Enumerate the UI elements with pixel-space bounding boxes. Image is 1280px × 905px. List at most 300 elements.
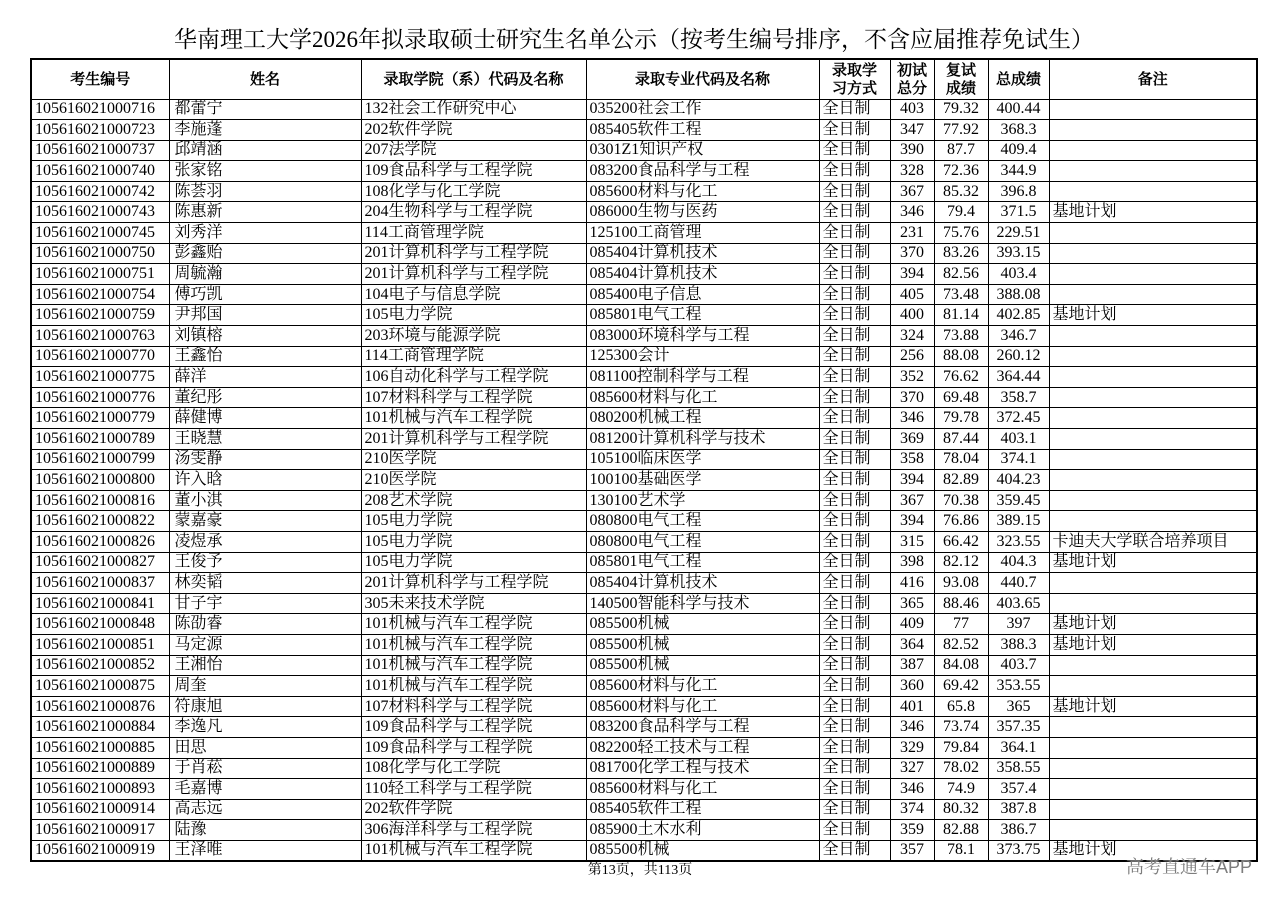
cell-initial-score: 401 [890, 696, 934, 717]
cell-candidate-id: 105616021000884 [31, 717, 169, 738]
cell-retest-score: 75.76 [934, 223, 988, 244]
cell-retest-score: 93.08 [934, 573, 988, 594]
cell-initial-score: 394 [890, 511, 934, 532]
cell-retest-score: 79.4 [934, 202, 988, 223]
cell-study-mode: 全日制 [819, 387, 890, 408]
cell-major: 080800电气工程 [586, 511, 819, 532]
cell-note [1049, 346, 1257, 367]
cell-name: 符康旭 [169, 696, 361, 717]
header-retest-score-label: 复试成绩 [945, 61, 976, 98]
cell-name: 董小淇 [169, 490, 361, 511]
cell-study-mode: 全日制 [819, 223, 890, 244]
table-row [31, 820, 1257, 841]
cell-name: 陈劭睿 [169, 614, 361, 635]
cell-study-mode: 全日制 [819, 429, 890, 450]
table-header-row [31, 59, 1257, 99]
cell-major: 085500机械 [586, 634, 819, 655]
cell-major: 125100工商管理 [586, 223, 819, 244]
cell-total-score: 404.23 [988, 470, 1049, 491]
cell-major: 085600材料与化工 [586, 181, 819, 202]
cell-candidate-id: 105616021000851 [31, 634, 169, 655]
cell-total-score: 365 [988, 696, 1049, 717]
cell-initial-score: 346 [890, 202, 934, 223]
table-row [31, 264, 1257, 285]
cell-college: 204生物科学与工程学院 [361, 202, 586, 223]
cell-initial-score: 364 [890, 634, 934, 655]
cell-candidate-id: 105616021000776 [31, 387, 169, 408]
cell-college: 201计算机科学与工程学院 [361, 264, 586, 285]
cell-candidate-id: 105616021000759 [31, 305, 169, 326]
table-row [31, 346, 1257, 367]
cell-college: 109食品科学与工程学院 [361, 161, 586, 182]
cell-retest-score: 69.42 [934, 676, 988, 697]
cell-note [1049, 243, 1257, 264]
cell-candidate-id: 105616021000848 [31, 614, 169, 635]
cell-major: 085404计算机技术 [586, 264, 819, 285]
cell-initial-score: 231 [890, 223, 934, 244]
cell-major: 085405软件工程 [586, 799, 819, 820]
cell-retest-score: 76.62 [934, 367, 988, 388]
cell-initial-score: 409 [890, 614, 934, 635]
cell-college: 105电力学院 [361, 305, 586, 326]
cell-total-score: 359.45 [988, 490, 1049, 511]
cell-note [1049, 264, 1257, 285]
cell-name: 王晓慧 [169, 429, 361, 450]
table-row [31, 799, 1257, 820]
page-title: 华南理工大学2026年拟录取硕士研究生名单公示（按考生编号排序，不含应届推荐免试生） [174, 27, 1094, 52]
cell-college: 114工商管理学院 [361, 223, 586, 244]
cell-note [1049, 655, 1257, 676]
cell-major: 085600材料与化工 [586, 676, 819, 697]
cell-retest-score: 78.02 [934, 758, 988, 779]
cell-name: 汤雯静 [169, 449, 361, 470]
cell-college: 305未来技术学院 [361, 593, 586, 614]
cell-retest-score: 65.8 [934, 696, 988, 717]
cell-candidate-id: 105616021000893 [31, 779, 169, 800]
table-row [31, 676, 1257, 697]
table-row [31, 284, 1257, 305]
cell-study-mode: 全日制 [819, 326, 890, 347]
cell-total-score: 229.51 [988, 223, 1049, 244]
cell-major: 085404计算机技术 [586, 243, 819, 264]
cell-candidate-id: 105616021000885 [31, 737, 169, 758]
table-row [31, 140, 1257, 161]
cell-college: 105电力学院 [361, 511, 586, 532]
cell-study-mode: 全日制 [819, 573, 890, 594]
cell-major: 085500机械 [586, 840, 819, 861]
cell-candidate-id: 105616021000754 [31, 284, 169, 305]
cell-candidate-id: 105616021000841 [31, 593, 169, 614]
cell-study-mode: 全日制 [819, 202, 890, 223]
cell-total-score: 353.55 [988, 676, 1049, 697]
cell-college: 107材料科学与工程学院 [361, 696, 586, 717]
cell-major: 085801电气工程 [586, 305, 819, 326]
cell-retest-score: 88.08 [934, 346, 988, 367]
cell-note [1049, 140, 1257, 161]
cell-major: 081200计算机科学与技术 [586, 429, 819, 450]
cell-major: 100100基础医学 [586, 470, 819, 491]
table-row [31, 120, 1257, 141]
cell-initial-score: 387 [890, 655, 934, 676]
table-row [31, 408, 1257, 429]
header-initial-score [890, 59, 934, 99]
cell-initial-score: 400 [890, 305, 934, 326]
cell-initial-score: 390 [890, 140, 934, 161]
cell-retest-score: 77 [934, 614, 988, 635]
cell-note [1049, 779, 1257, 800]
cell-candidate-id: 105616021000763 [31, 326, 169, 347]
cell-major: 0301Z1知识产权 [586, 140, 819, 161]
cell-initial-score: 324 [890, 326, 934, 347]
table-row [31, 511, 1257, 532]
cell-college: 210医学院 [361, 449, 586, 470]
cell-major: 085600材料与化工 [586, 387, 819, 408]
cell-college: 104电子与信息学院 [361, 284, 586, 305]
table-row [31, 552, 1257, 573]
table-row [31, 737, 1257, 758]
cell-initial-score: 369 [890, 429, 934, 450]
cell-study-mode: 全日制 [819, 655, 890, 676]
cell-study-mode: 全日制 [819, 490, 890, 511]
cell-retest-score: 83.26 [934, 243, 988, 264]
cell-total-score: 400.44 [988, 99, 1049, 120]
cell-college: 101机械与汽车工程学院 [361, 676, 586, 697]
cell-college: 101机械与汽车工程学院 [361, 408, 586, 429]
cell-name: 张家铭 [169, 161, 361, 182]
cell-retest-score: 69.48 [934, 387, 988, 408]
cell-college: 202软件学院 [361, 120, 586, 141]
cell-initial-score: 403 [890, 99, 934, 120]
cell-name: 薛洋 [169, 367, 361, 388]
header-college: 录取学院（系）代码及名称 [361, 59, 586, 99]
table-row [31, 181, 1257, 202]
cell-retest-score: 80.32 [934, 799, 988, 820]
cell-name: 都蕾宁 [169, 99, 361, 120]
cell-total-score: 364.44 [988, 367, 1049, 388]
cell-initial-score: 358 [890, 449, 934, 470]
cell-name: 傅巧凯 [169, 284, 361, 305]
cell-major: 085500机械 [586, 655, 819, 676]
cell-initial-score: 357 [890, 840, 934, 861]
cell-candidate-id: 105616021000816 [31, 490, 169, 511]
cell-candidate-id: 105616021000723 [31, 120, 169, 141]
cell-retest-score: 82.88 [934, 820, 988, 841]
cell-study-mode: 全日制 [819, 634, 890, 655]
cell-note [1049, 758, 1257, 779]
cell-total-score: 323.55 [988, 531, 1049, 552]
cell-major: 085500机械 [586, 614, 819, 635]
cell-major: 105100临床医学 [586, 449, 819, 470]
cell-name: 王泽唯 [169, 840, 361, 861]
cell-name: 陈惠新 [169, 202, 361, 223]
cell-major: 085405软件工程 [586, 120, 819, 141]
cell-college: 108化学与化工学院 [361, 181, 586, 202]
watermark: 高考直通车APP [1125, 857, 1252, 877]
cell-major: 082200轻工技术与工程 [586, 737, 819, 758]
cell-study-mode: 全日制 [819, 305, 890, 326]
cell-retest-score: 73.48 [934, 284, 988, 305]
cell-note: 基地计划 [1049, 552, 1257, 573]
cell-total-score: 404.3 [988, 552, 1049, 573]
cell-total-score: 357.4 [988, 779, 1049, 800]
header-major: 录取专业代码及名称 [586, 59, 819, 99]
cell-name: 马定源 [169, 634, 361, 655]
cell-total-score: 372.45 [988, 408, 1049, 429]
cell-total-score: 409.4 [988, 140, 1049, 161]
cell-retest-score: 84.08 [934, 655, 988, 676]
cell-note: 基地计划 [1049, 634, 1257, 655]
cell-initial-score: 367 [890, 490, 934, 511]
cell-study-mode: 全日制 [819, 367, 890, 388]
cell-study-mode: 全日制 [819, 284, 890, 305]
cell-study-mode: 全日制 [819, 120, 890, 141]
cell-name: 邱靖涵 [169, 140, 361, 161]
cell-study-mode: 全日制 [819, 696, 890, 717]
header-total-score: 总成绩 [988, 59, 1049, 99]
cell-college: 306海洋科学与工程学院 [361, 820, 586, 841]
cell-candidate-id: 105616021000800 [31, 470, 169, 491]
cell-total-score: 371.5 [988, 202, 1049, 223]
cell-candidate-id: 105616021000852 [31, 655, 169, 676]
cell-study-mode: 全日制 [819, 346, 890, 367]
cell-retest-score: 70.38 [934, 490, 988, 511]
cell-study-mode: 全日制 [819, 737, 890, 758]
cell-study-mode: 全日制 [819, 717, 890, 738]
cell-major: 083000环境科学与工程 [586, 326, 819, 347]
cell-total-score: 373.75 [988, 840, 1049, 861]
cell-note [1049, 676, 1257, 697]
cell-name: 彭鑫贻 [169, 243, 361, 264]
cell-study-mode: 全日制 [819, 676, 890, 697]
cell-major: 085900土木水利 [586, 820, 819, 841]
cell-name: 周奎 [169, 676, 361, 697]
table-row [31, 840, 1257, 861]
cell-study-mode: 全日制 [819, 243, 890, 264]
cell-study-mode: 全日制 [819, 799, 890, 820]
cell-name: 刘秀洋 [169, 223, 361, 244]
page-number: 第13页，共113页 [587, 863, 693, 878]
cell-note [1049, 593, 1257, 614]
table-row [31, 696, 1257, 717]
table-body [31, 99, 1257, 861]
cell-initial-score: 352 [890, 367, 934, 388]
cell-total-score: 440.7 [988, 573, 1049, 594]
table-row [31, 634, 1257, 655]
cell-retest-score: 82.56 [934, 264, 988, 285]
cell-note: 基地计划 [1049, 840, 1257, 861]
header-study-mode-label: 录取学习方式 [831, 61, 877, 98]
cell-major: 080200机械工程 [586, 408, 819, 429]
cell-total-score: 386.7 [988, 820, 1049, 841]
cell-note: 基地计划 [1049, 305, 1257, 326]
cell-study-mode: 全日制 [819, 531, 890, 552]
cell-total-score: 393.15 [988, 243, 1049, 264]
cell-note: 基地计划 [1049, 202, 1257, 223]
cell-retest-score: 66.42 [934, 531, 988, 552]
cell-retest-score: 79.32 [934, 99, 988, 120]
cell-college: 110轻工科学与工程学院 [361, 779, 586, 800]
cell-initial-score: 398 [890, 552, 934, 573]
cell-retest-score: 76.86 [934, 511, 988, 532]
table-row [31, 531, 1257, 552]
cell-college: 207法学院 [361, 140, 586, 161]
cell-initial-score: 405 [890, 284, 934, 305]
header-initial-score-label: 初试总分 [896, 61, 927, 98]
cell-initial-score: 329 [890, 737, 934, 758]
cell-candidate-id: 105616021000789 [31, 429, 169, 450]
cell-college: 109食品科学与工程学院 [361, 717, 586, 738]
table-row [31, 202, 1257, 223]
cell-major: 085404计算机技术 [586, 573, 819, 594]
cell-total-score: 368.3 [988, 120, 1049, 141]
cell-initial-score: 370 [890, 387, 934, 408]
cell-note [1049, 470, 1257, 491]
cell-candidate-id: 105616021000917 [31, 820, 169, 841]
cell-study-mode: 全日制 [819, 264, 890, 285]
cell-total-score: 402.85 [988, 305, 1049, 326]
cell-major: 125300会计 [586, 346, 819, 367]
cell-study-mode: 全日制 [819, 99, 890, 120]
cell-initial-score: 394 [890, 264, 934, 285]
cell-study-mode: 全日制 [819, 593, 890, 614]
cell-candidate-id: 105616021000919 [31, 840, 169, 861]
header-note: 备注 [1049, 59, 1257, 99]
cell-note: 卡迪夫大学联合培养项目 [1049, 531, 1257, 552]
cell-college: 210医学院 [361, 470, 586, 491]
cell-name: 田思 [169, 737, 361, 758]
cell-note [1049, 429, 1257, 450]
cell-major: 085600材料与化工 [586, 696, 819, 717]
cell-candidate-id: 105616021000745 [31, 223, 169, 244]
table-row [31, 449, 1257, 470]
cell-study-mode: 全日制 [819, 470, 890, 491]
cell-college: 101机械与汽车工程学院 [361, 655, 586, 676]
cell-college: 201计算机科学与工程学院 [361, 429, 586, 450]
cell-study-mode: 全日制 [819, 840, 890, 861]
table-row [31, 387, 1257, 408]
cell-note [1049, 99, 1257, 120]
cell-major: 085400电子信息 [586, 284, 819, 305]
cell-retest-score: 87.44 [934, 429, 988, 450]
cell-initial-score: 346 [890, 779, 934, 800]
cell-initial-score: 374 [890, 799, 934, 820]
cell-study-mode: 全日制 [819, 511, 890, 532]
cell-total-score: 374.1 [988, 449, 1049, 470]
cell-total-score: 344.9 [988, 161, 1049, 182]
cell-initial-score: 315 [890, 531, 934, 552]
table-row [31, 161, 1257, 182]
cell-initial-score: 256 [890, 346, 934, 367]
cell-retest-score: 88.46 [934, 593, 988, 614]
cell-retest-score: 82.52 [934, 634, 988, 655]
cell-name: 王湘怡 [169, 655, 361, 676]
cell-retest-score: 85.32 [934, 181, 988, 202]
cell-study-mode: 全日制 [819, 161, 890, 182]
cell-name: 于肖菘 [169, 758, 361, 779]
cell-name: 尹邦国 [169, 305, 361, 326]
cell-major: 035200社会工作 [586, 99, 819, 120]
cell-note [1049, 573, 1257, 594]
table-row [31, 326, 1257, 347]
cell-major: 140500智能科学与技术 [586, 593, 819, 614]
cell-retest-score: 81.14 [934, 305, 988, 326]
cell-total-score: 364.1 [988, 737, 1049, 758]
table-row [31, 758, 1257, 779]
cell-name: 李逸凡 [169, 717, 361, 738]
cell-name: 王俊予 [169, 552, 361, 573]
cell-college: 105电力学院 [361, 531, 586, 552]
cell-retest-score: 79.84 [934, 737, 988, 758]
table-row [31, 779, 1257, 800]
cell-total-score: 388.08 [988, 284, 1049, 305]
cell-retest-score: 73.88 [934, 326, 988, 347]
cell-initial-score: 359 [890, 820, 934, 841]
cell-total-score: 388.3 [988, 634, 1049, 655]
cell-major: 085801电气工程 [586, 552, 819, 573]
cell-initial-score: 347 [890, 120, 934, 141]
table-row [31, 243, 1257, 264]
cell-note: 基地计划 [1049, 614, 1257, 635]
cell-total-score: 358.55 [988, 758, 1049, 779]
cell-total-score: 389.15 [988, 511, 1049, 532]
cell-candidate-id: 105616021000770 [31, 346, 169, 367]
cell-college: 101机械与汽车工程学院 [361, 614, 586, 635]
cell-candidate-id: 105616021000775 [31, 367, 169, 388]
cell-total-score: 346.7 [988, 326, 1049, 347]
cell-study-mode: 全日制 [819, 140, 890, 161]
cell-major: 130100艺术学 [586, 490, 819, 511]
cell-note [1049, 326, 1257, 347]
cell-note [1049, 408, 1257, 429]
cell-candidate-id: 105616021000751 [31, 264, 169, 285]
cell-college: 114工商管理学院 [361, 346, 586, 367]
cell-initial-score: 365 [890, 593, 934, 614]
cell-college: 203环境与能源学院 [361, 326, 586, 347]
cell-note [1049, 717, 1257, 738]
cell-note [1049, 181, 1257, 202]
cell-candidate-id: 105616021000742 [31, 181, 169, 202]
cell-name: 王鑫怡 [169, 346, 361, 367]
cell-initial-score: 346 [890, 717, 934, 738]
table-row [31, 573, 1257, 594]
cell-major: 081100控制科学与工程 [586, 367, 819, 388]
cell-candidate-id: 105616021000750 [31, 243, 169, 264]
table-row [31, 305, 1257, 326]
admission-list-table [30, 58, 1258, 862]
table-row [31, 593, 1257, 614]
cell-college: 107材料科学与工程学院 [361, 387, 586, 408]
cell-study-mode: 全日制 [819, 779, 890, 800]
cell-retest-score: 79.78 [934, 408, 988, 429]
header-candidate-id: 考生编号 [31, 59, 169, 99]
cell-total-score: 403.65 [988, 593, 1049, 614]
cell-note [1049, 820, 1257, 841]
cell-note [1049, 511, 1257, 532]
cell-study-mode: 全日制 [819, 758, 890, 779]
table-row [31, 717, 1257, 738]
cell-name: 凌煜承 [169, 531, 361, 552]
cell-initial-score: 346 [890, 408, 934, 429]
cell-total-score: 358.7 [988, 387, 1049, 408]
cell-major: 085600材料与化工 [586, 779, 819, 800]
cell-college: 101机械与汽车工程学院 [361, 634, 586, 655]
cell-total-score: 260.12 [988, 346, 1049, 367]
cell-note [1049, 223, 1257, 244]
cell-name: 周毓瀚 [169, 264, 361, 285]
cell-college: 105电力学院 [361, 552, 586, 573]
cell-major: 083200食品科学与工程 [586, 161, 819, 182]
cell-name: 薛健博 [169, 408, 361, 429]
